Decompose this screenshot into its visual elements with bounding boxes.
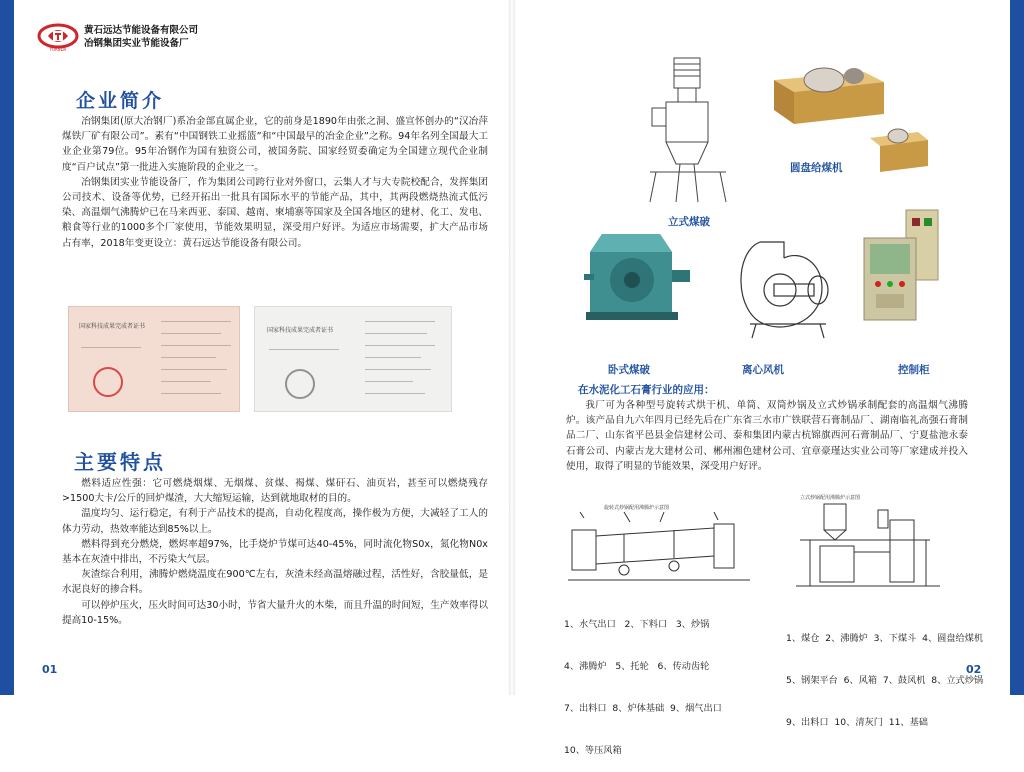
control-cabinet-image [862, 208, 942, 322]
legend2-line-3: 9、出料口 10、清灰门 11、基础 [786, 717, 928, 728]
company-logo [36, 22, 80, 52]
rotary-dryer-diagram [564, 500, 758, 590]
centrifugal-fan-image [730, 232, 842, 342]
right-edge-bar [1010, 0, 1024, 695]
page-number-right: 02 [966, 663, 982, 676]
features-heading: 主要特点 [74, 450, 166, 474]
feature-paragraph-1: 燃料适应性强：它可燃烧烟煤、无烟煤、贫煤、褐煤、煤矸石、油页岩，甚至可以燃烧残存>1500大卡/公斤的回炉煤渣，大大缩短运输，达到就地取材的目的。 [62, 478, 488, 505]
left-edge-bar [0, 0, 14, 695]
certificate-seal-1 [93, 367, 123, 397]
intro-paragraph-1: 冶钢集团(原大冶钢厂)系冶金部直属企业，它的前身是1890年由张之洞、盛宣怀创办的“汉冶萍煤铁厂矿有限公司”。素有“中国钢铁工业摇篮”和“中国最早的冶金企业”之称。94年名列全国最大工业企业第79位。95年冶钢作为国有独资公司，被国务院、国家经贸委确定为全国建立现代企业制度“百户试点”第一批进入实施阶段的企业之一。 [62, 116, 488, 173]
label-horizontal-crusher: 卧式煤破 [608, 364, 650, 376]
label-centrifugal-fan: 离心风机 [742, 364, 784, 376]
diagram2-title: 立式炒锅配用沸腾炉示意图 [800, 495, 861, 501]
application-heading: 在水泥化工石膏行业的应用： [578, 384, 715, 396]
disc-feeder-image-1 [768, 58, 890, 126]
legend1-line-3: 7、出料口 8、炉体基础 9、烟气出口 [564, 703, 722, 714]
application-paragraph: 我厂可为各种型号旋转式烘干机、单筒、双筒炒锅及立式炒锅承制配套的高温烟气沸腾炉。该产品自九六年四月已经先后在广东省三水市广铁联营石膏制品厂、湖南临礼高强石膏制品二厂、山东省平邑县金信建材公司、泰和集团内蒙古杭锦旗西河石膏制品厂、宁夏盐池永泰石膏公司、内蒙古龙大建材公司、郴州湘色建材公司、宜章豪瑾达实业公司等厂家建成并投入使用，取得了明显的节能效果，深受用户好评。 [566, 400, 968, 472]
page-number-left: 01 [42, 663, 58, 676]
legend1-line-2: 4、沸腾炉 5、托轮 6、传动齿轮 [564, 661, 710, 672]
diagram1-title: 旋转式炒锅配用沸腾炉示意图 [604, 505, 670, 511]
certificate-image-1 [68, 306, 240, 412]
legend2-line-1: 1、煤仓 2、沸腾炉 3、下煤斗 4、圆盘给煤机 [786, 633, 984, 644]
certificate-seal-2 [285, 369, 315, 399]
horizontal-crusher-image [580, 226, 696, 328]
application-text [566, 398, 968, 474]
company-name-2: 冶钢集团实业节能设备厂 [84, 38, 189, 49]
intro-text [62, 114, 488, 251]
feature-paragraph-2: 温度均匀、运行稳定，有利于产品技术的提高，自动化程度高，操作极为方便，大减轻了工人的体力劳动，热效率能达到85%以上。 [62, 508, 488, 535]
page-spine [509, 0, 515, 695]
feature-paragraph-4: 灰渣综合利用，沸腾炉燃烧温度在900℃左右，灰渣未经高温熔融过程，活性好，含胶量低，是水泥良好的掺合料。 [62, 569, 488, 596]
label-control-cabinet: 控制柜 [898, 364, 930, 376]
label-vertical-crusher: 立式煤破 [668, 216, 710, 228]
legend1-line-4: 10、等压风箱 [564, 745, 622, 756]
certificate-title-1: 国家科技成果完成者证书 [79, 323, 146, 330]
legend1-line-1: 1、水气出口 2、下料口 3、炒锅 [564, 619, 710, 630]
label-disc-feeder: 圆盘给煤机 [790, 162, 843, 174]
vertical-crusher-image [636, 52, 736, 208]
intro-paragraph-2: 冶钢集团实业节能设备厂，作为集团公司跨行业对外窗口，云集人才与大专院校配合，发挥集团公司技术、设备等优势，已经开拓出一批具有国际水平的节能产品，其中，其两段燃烧热流式低污染、高温烟气沸腾炉已在马来西亚、泰国、越南、柬埔寨等国家及全国各地区的建材、化工、发电、粮食等行业的1000多个厂家使用，节能效果明显，深受用户好评。为适应市场需要，扩大产品市场占有率，2018年变更设立：黄石远达节能设备有限公司。 [62, 176, 488, 249]
certificate-title-2: 国家科技成果完成者证书 [267, 327, 334, 334]
intro-heading: 企业简介 [76, 90, 165, 112]
certificate-image-2 [254, 306, 452, 412]
disc-feeder-image-2 [866, 122, 932, 174]
feature-paragraph-3: 燃料得到充分燃烧，燃烬率超97%，比手烧炉节煤可达40-45%，同时流化物S0x，氮化物N0x基本在灰渣中排出，不污染大气层。 [62, 538, 488, 566]
features-text [62, 476, 488, 628]
feature-paragraph-5: 可以停炉压火，压火时间可达30小时，节省大量升火的木柴，而且升温的时间短，生产效率得以提高10-15%。 [62, 599, 488, 626]
company-name-block [84, 24, 198, 50]
legend2-line-2: 5、钢架平台 6、风箱 7、鼓风机 8、立式炒锅 [786, 675, 984, 686]
vertical-dryer-diagram [790, 490, 950, 598]
company-name-1: 黄石远达节能设备有限公司 [84, 25, 199, 36]
diagram1-legend [564, 590, 722, 772]
svg-text:YUANDA: YUANDA [49, 47, 67, 52]
diagram2-legend [786, 604, 983, 744]
